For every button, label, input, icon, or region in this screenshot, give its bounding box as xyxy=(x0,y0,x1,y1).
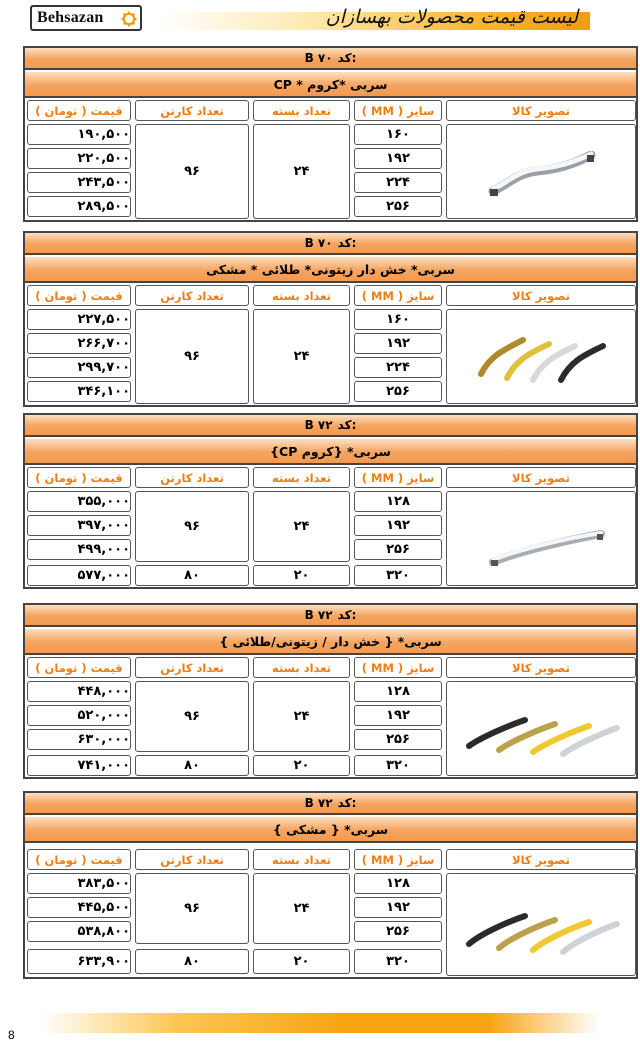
product-block-b70-chrome xyxy=(23,46,638,222)
column-header-size: سایز ( MM ) xyxy=(354,467,442,488)
price-value: ۳۴۶,۱۰۰ xyxy=(27,381,131,402)
size-value: ۲۵۶ xyxy=(354,921,442,942)
brand-name: Behsazan xyxy=(37,9,104,26)
product-code-bar xyxy=(25,233,636,255)
product-description: سربی* { خش دار / زیتونی/طلائی } xyxy=(25,629,636,655)
product-block-b72-black xyxy=(23,791,638,979)
carton-count: ۹۶ xyxy=(135,124,249,219)
product-image-cell xyxy=(446,491,636,586)
column-header-pack: تعداد بسته xyxy=(253,849,350,870)
price-value: ۵۷۷,۰۰۰ xyxy=(27,565,131,586)
column-header-pack: تعداد بسته xyxy=(253,657,350,678)
column-header-price: قیمت ( تومان ) xyxy=(27,285,131,306)
pack-count: ۲۴ xyxy=(253,309,350,404)
pack-count-last: ۲۰ xyxy=(253,565,350,586)
product-image-cell xyxy=(446,873,636,976)
carton-count: ۹۶ xyxy=(135,491,249,562)
column-header-image: تصویر کالا xyxy=(446,657,636,678)
price-value: ۶۳۰,۰۰۰ xyxy=(27,729,131,750)
column-header-price: قیمت ( تومان ) xyxy=(27,467,131,488)
pack-count: ۲۴ xyxy=(253,681,350,752)
column-header-image: تصویر کالا xyxy=(446,467,636,488)
product-code-bar xyxy=(25,605,636,627)
product-code: B ۷۲ xyxy=(304,608,333,622)
price-value: ۲۲۰,۵۰۰ xyxy=(27,148,131,169)
size-value: ۱۹۲ xyxy=(354,515,442,536)
column-header-carton: تعداد کارتن xyxy=(135,657,249,678)
pack-count: ۲۴ xyxy=(253,491,350,562)
page-number: 8 xyxy=(8,1028,15,1042)
price-value: ۵۳۸,۸۰۰ xyxy=(27,921,131,942)
product-description: سربی* {کروم CP} xyxy=(25,439,636,465)
product-image-cell xyxy=(446,124,636,219)
size-value: ۲۵۶ xyxy=(354,196,442,217)
price-value: ۳۸۳,۵۰۰ xyxy=(27,873,131,894)
size-value: ۳۲۰ xyxy=(354,949,442,974)
price-value: ۲۹۹,۷۰۰ xyxy=(27,357,131,378)
carton-count: ۹۶ xyxy=(135,681,249,752)
product-image-cell xyxy=(446,681,636,776)
size-value: ۱۲۸ xyxy=(354,491,442,512)
product-code: B ۷۲ xyxy=(304,418,333,432)
product-code-bar xyxy=(25,48,636,70)
handle-chrome-image xyxy=(487,530,607,570)
product-code-label: کد: xyxy=(337,236,357,250)
brand-logo xyxy=(30,5,142,31)
price-value: ۴۹۹,۰۰۰ xyxy=(27,539,131,560)
column-header-pack: تعداد بسته xyxy=(253,285,350,306)
size-value: ۳۲۰ xyxy=(354,565,442,586)
price-value: ۶۳۳,۹۰۰ xyxy=(27,949,131,974)
column-header-image: تصویر کالا xyxy=(446,285,636,306)
size-value: ۱۲۸ xyxy=(354,681,442,702)
product-block-b72-colors xyxy=(23,603,638,779)
carton-count-last: ۸۰ xyxy=(135,565,249,586)
handle-multicolor-image xyxy=(473,334,613,384)
column-header-price: قیمت ( تومان ) xyxy=(27,100,131,121)
column-header-size: سایز ( MM ) xyxy=(354,849,442,870)
column-header-size: سایز ( MM ) xyxy=(354,100,442,121)
product-code-label: کد: xyxy=(337,608,357,622)
price-value: ۲۲۷,۵۰۰ xyxy=(27,309,131,330)
price-value: ۲۴۳,۵۰۰ xyxy=(27,172,131,193)
column-header-carton: تعداد کارتن xyxy=(135,285,249,306)
carton-count-last: ۸۰ xyxy=(135,755,249,776)
product-block-b70-colors xyxy=(23,231,638,407)
size-value: ۱۶۰ xyxy=(354,309,442,330)
page-header xyxy=(0,0,640,40)
price-value: ۲۸۹,۵۰۰ xyxy=(27,196,131,217)
column-header-price: قیمت ( تومان ) xyxy=(27,849,131,870)
price-value: ۱۹۰,۵۰۰ xyxy=(27,124,131,145)
pack-count-last: ۲۰ xyxy=(253,755,350,776)
column-header-image: تصویر کالا xyxy=(446,849,636,870)
handle-multicolor-image xyxy=(463,902,623,958)
size-value: ۲۲۴ xyxy=(354,172,442,193)
footer-accent-bar xyxy=(40,1013,600,1033)
pack-count: ۲۴ xyxy=(253,124,350,219)
price-value: ۳۹۷,۰۰۰ xyxy=(27,515,131,536)
column-header-carton: تعداد کارتن xyxy=(135,467,249,488)
size-value: ۲۵۶ xyxy=(354,381,442,402)
gear-icon xyxy=(121,11,137,27)
price-value: ۳۵۵,۰۰۰ xyxy=(27,491,131,512)
size-value: ۱۲۸ xyxy=(354,873,442,894)
column-header-pack: تعداد بسته xyxy=(253,467,350,488)
product-code-bar xyxy=(25,793,636,815)
column-header-size: سایز ( MM ) xyxy=(354,657,442,678)
carton-count-last: ۸۰ xyxy=(135,949,249,974)
product-code-label: کد: xyxy=(337,418,357,432)
price-value: ۴۴۸,۰۰۰ xyxy=(27,681,131,702)
column-header-carton: تعداد کارتن xyxy=(135,100,249,121)
carton-count: ۹۶ xyxy=(135,309,249,404)
size-value: ۲۵۶ xyxy=(354,539,442,560)
size-value: ۱۹۲ xyxy=(354,148,442,169)
size-value: ۲۲۴ xyxy=(354,357,442,378)
size-value: ۱۶۰ xyxy=(354,124,442,145)
size-value: ۱۹۲ xyxy=(354,705,442,726)
product-code-label: کد: xyxy=(337,796,357,810)
page-title: لیست قیمت محصولات بهسازان xyxy=(325,6,578,28)
price-value: ۴۴۵,۵۰۰ xyxy=(27,897,131,918)
carton-count: ۹۶ xyxy=(135,873,249,944)
size-value: ۲۵۶ xyxy=(354,729,442,750)
handle-chrome-image xyxy=(487,151,597,199)
price-value: ۲۶۶,۷۰۰ xyxy=(27,333,131,354)
product-code-label: کد: xyxy=(337,51,357,65)
product-description: سربی* خش دار زیتونی* طلائی * مشکی xyxy=(25,257,636,283)
pack-count-last: ۲۰ xyxy=(253,949,350,974)
handle-multicolor-image xyxy=(463,708,623,758)
price-value: ۷۴۱,۰۰۰ xyxy=(27,755,131,776)
size-value: ۳۲۰ xyxy=(354,755,442,776)
product-image-cell xyxy=(446,309,636,404)
column-header-carton: تعداد کارتن xyxy=(135,849,249,870)
product-code: B ۷۰ xyxy=(304,51,333,65)
price-value: ۵۲۰,۰۰۰ xyxy=(27,705,131,726)
column-header-size: سایز ( MM ) xyxy=(354,285,442,306)
size-value: ۱۹۲ xyxy=(354,333,442,354)
product-description: سربی* { مشکی } xyxy=(25,817,636,843)
column-header-pack: تعداد بسته xyxy=(253,100,350,121)
column-header-image: تصویر کالا xyxy=(446,100,636,121)
column-header-price: قیمت ( تومان ) xyxy=(27,657,131,678)
product-code: B ۷۲ xyxy=(304,796,333,810)
pack-count: ۲۴ xyxy=(253,873,350,944)
product-code: B ۷۰ xyxy=(304,236,333,250)
product-block-b72-chrome xyxy=(23,413,638,589)
size-value: ۱۹۲ xyxy=(354,897,442,918)
product-description: سربی *کروم * CP xyxy=(25,72,636,98)
product-code-bar xyxy=(25,415,636,437)
